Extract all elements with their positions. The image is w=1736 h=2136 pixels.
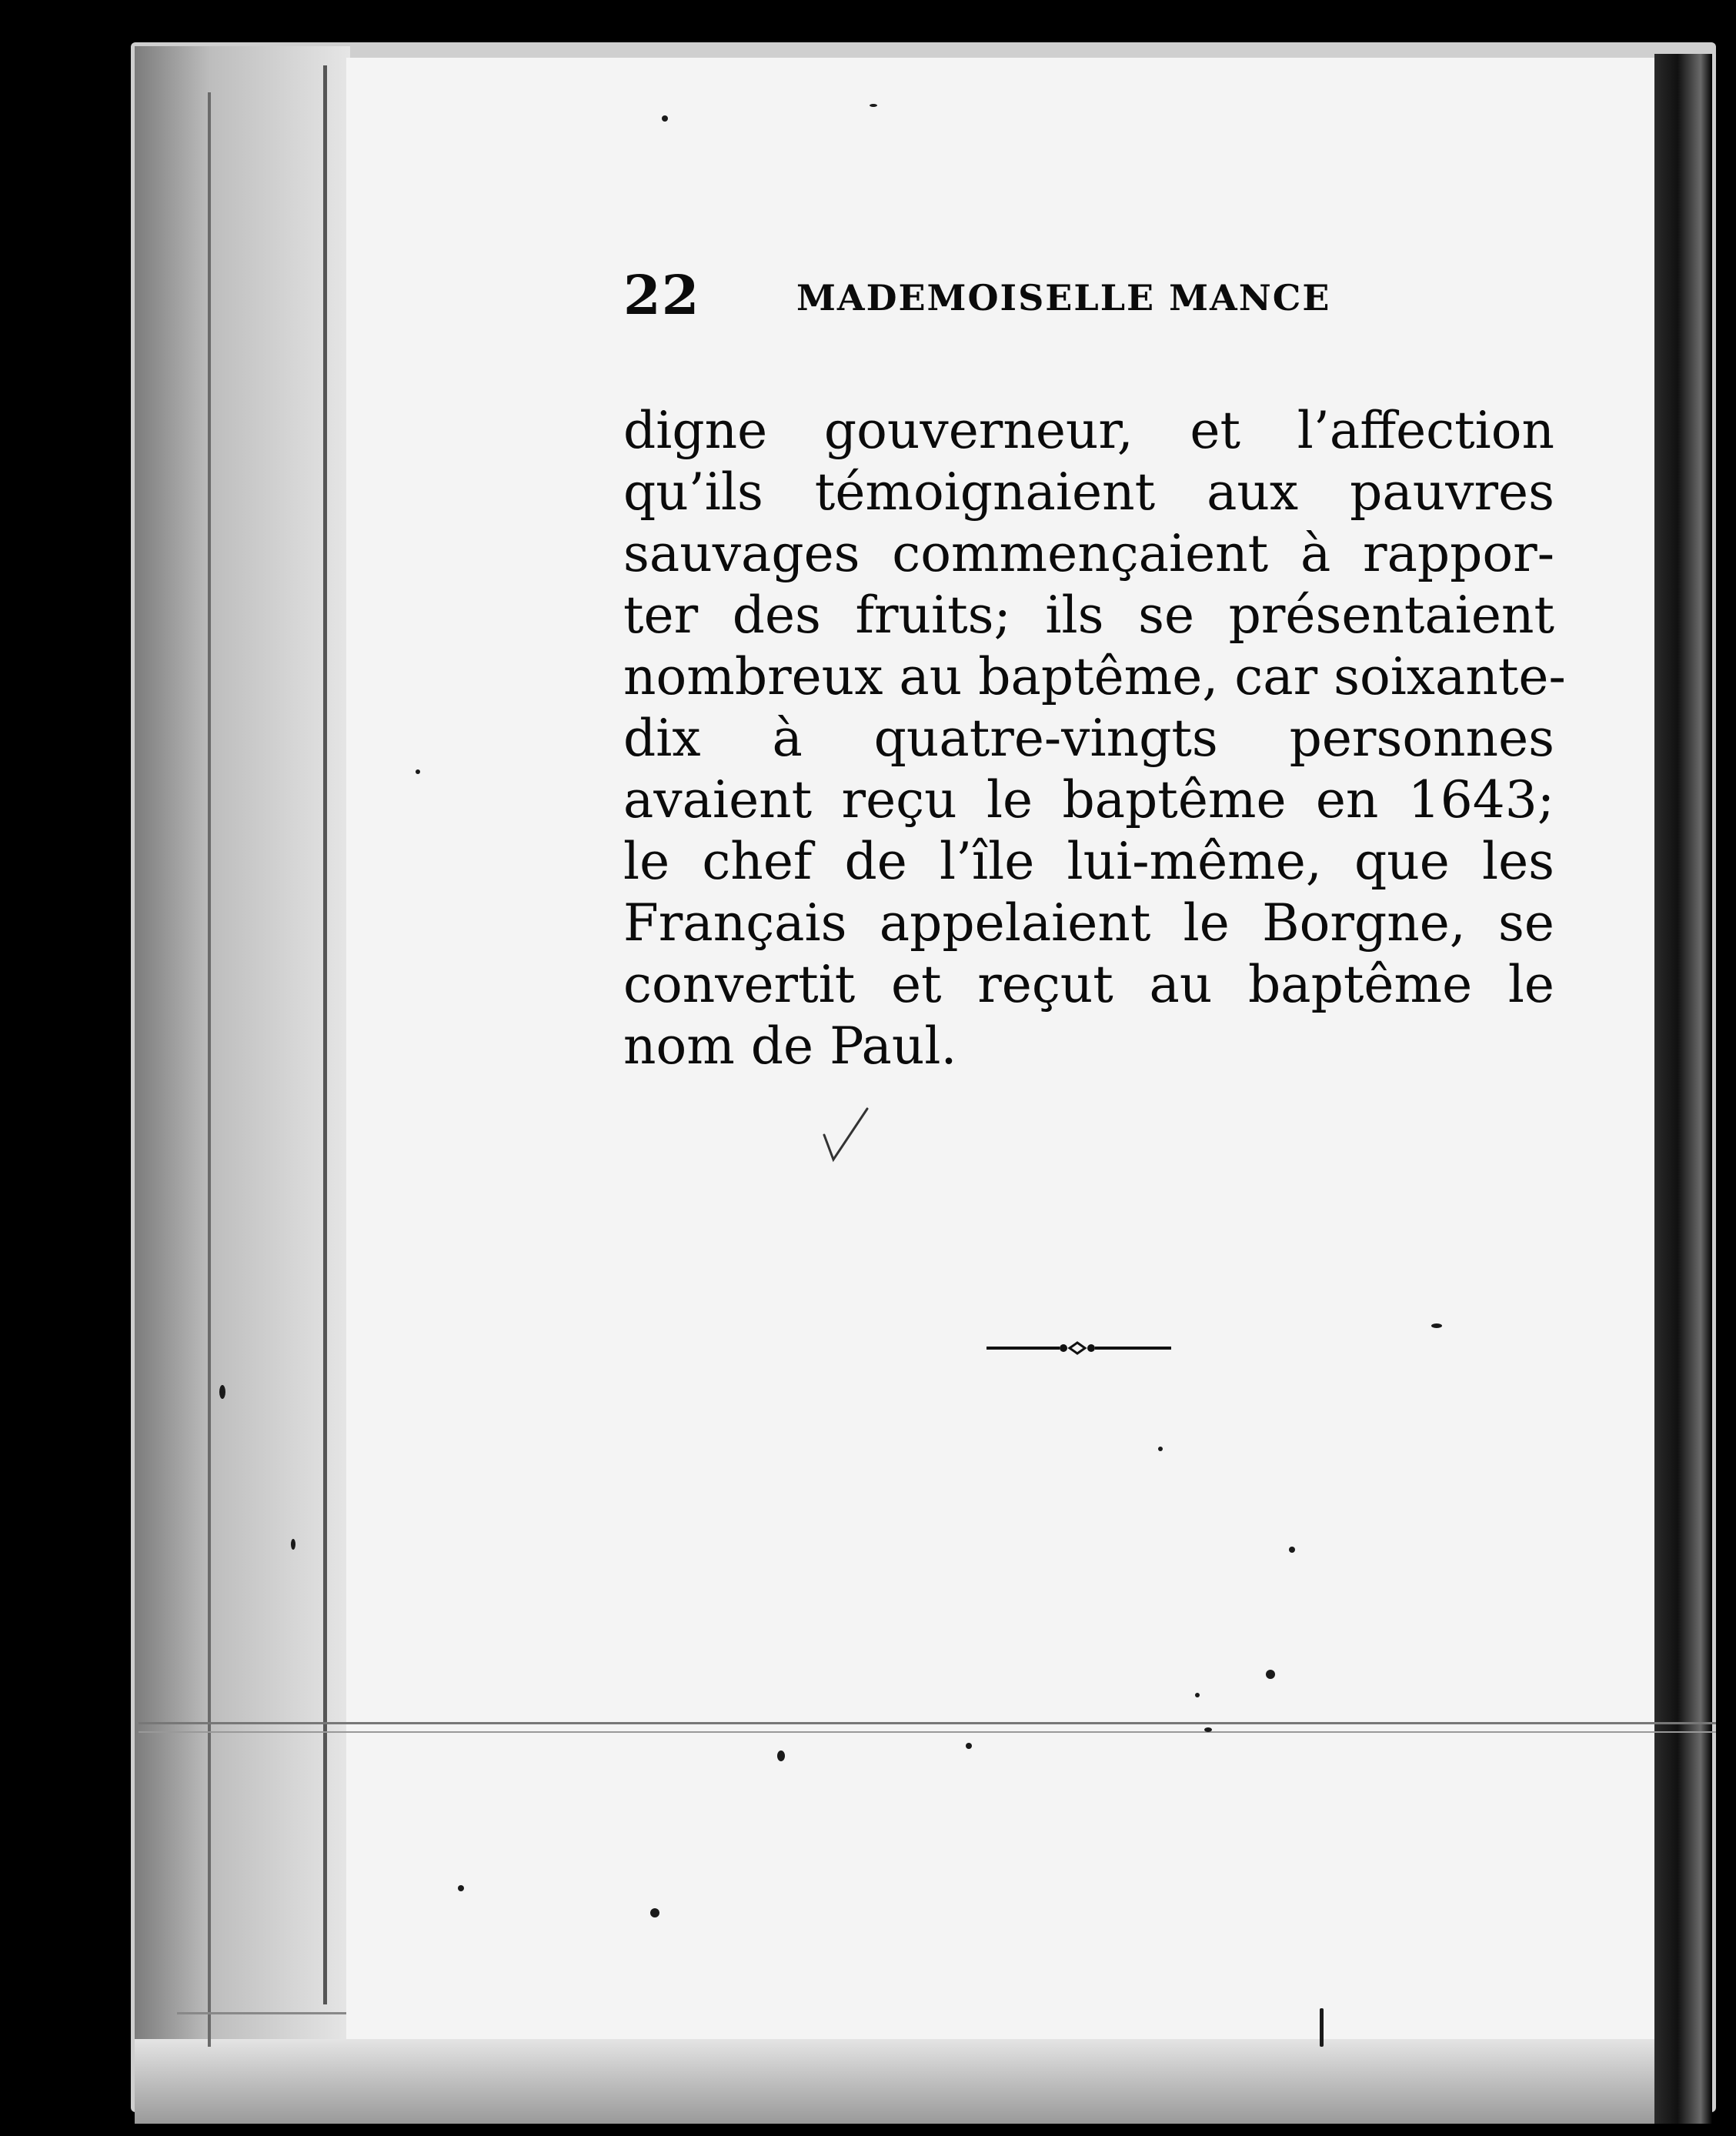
- page-number: 22: [623, 263, 700, 327]
- scan-speck: [777, 1751, 785, 1761]
- scan-artifact-line: [139, 1722, 1716, 1724]
- scan-speck: [1195, 1693, 1200, 1697]
- scan-speck: [870, 104, 877, 107]
- bottom-page-margin: [135, 2039, 1712, 2124]
- text-line: nom de Paul.: [623, 1016, 957, 1076]
- scan-speck: [650, 1908, 659, 1917]
- text-line: Français appelaient le Borgne, se: [623, 893, 1554, 953]
- text-line: sauvages commençaient à rappor-: [623, 524, 1554, 583]
- scan-speck: [291, 1539, 295, 1550]
- scan-speck: [1158, 1447, 1163, 1451]
- scan-speck: [966, 1743, 972, 1749]
- scan-speck: [1289, 1547, 1295, 1553]
- text-line: nombreux au baptême, car soixante-: [623, 647, 1566, 706]
- scan-speck: [1320, 2008, 1324, 2047]
- scan-speck: [1204, 1727, 1212, 1732]
- body-text: [623, 400, 1566, 1077]
- check-mark-icon: [820, 1104, 873, 1166]
- text-line: ter des fruits; ils se présentaient: [623, 586, 1554, 645]
- scan-artifact-line: [139, 1731, 1716, 1733]
- text-line: dix à quatre-vingts personnes: [623, 709, 1554, 768]
- text-line: le chef de l’île lui-même, que les: [623, 832, 1554, 891]
- scan-speck: [416, 769, 420, 774]
- frame-line: [208, 92, 211, 2047]
- text-line: avaient reçu le baptême en 1643;: [623, 770, 1554, 829]
- scan-speck: [219, 1385, 225, 1399]
- left-page-margin: [135, 46, 350, 2108]
- right-page-edge: [1654, 54, 1712, 2124]
- tailpiece-ornament-icon: [987, 1339, 1171, 1357]
- text-line: digne gouverneur, et l’affection: [623, 401, 1554, 460]
- frame-line: [323, 65, 327, 2004]
- scan-speck: [1431, 1323, 1442, 1328]
- scan-speck: [458, 1885, 464, 1891]
- scan-speck: [1266, 1670, 1275, 1679]
- scan-speck: [662, 115, 668, 122]
- text-line: convertit et reçut au baptême le: [623, 955, 1554, 1014]
- text-line: qu’ils témoignaient aux pauvres: [623, 462, 1554, 522]
- running-title: MADEMOISELLE MANCE: [796, 277, 1331, 319]
